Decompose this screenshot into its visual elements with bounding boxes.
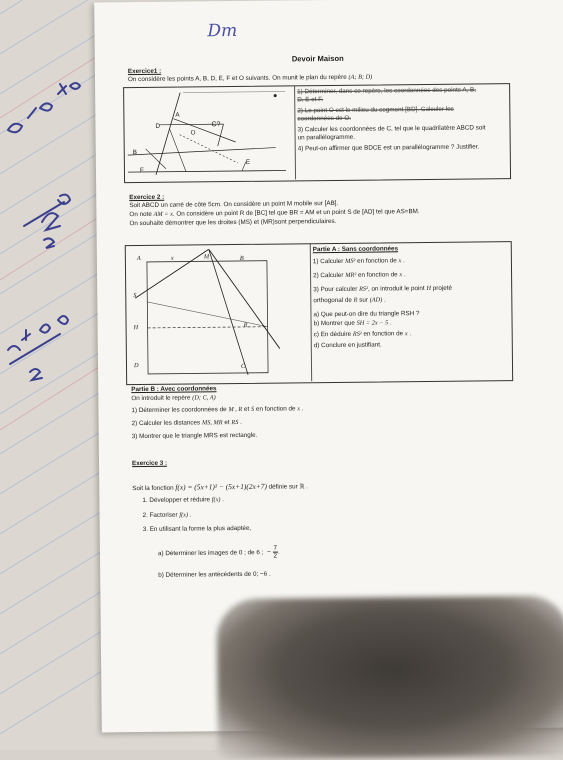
partA-title: Partie A : Sans coordonnées [312, 245, 399, 254]
fraction-minus-7-over-2: − $\frac{7}{2}$ . [267, 544, 280, 560]
ex1-q2-line1: 2) Le point O est le milieu du segment [BD]. Calculer les [297, 105, 454, 115]
partA-q2: 2) Calculer MR² en fonction de x . [313, 271, 406, 280]
partA-qd: d) Conclure en justifiant. [313, 341, 382, 350]
exercise3-item3a: a) Déterminer les images de 0 ; de 6 ; − $\frac{7}{2}$ . [157, 544, 280, 560]
exercise3-item2: 2. Factoriser f(x) . [142, 511, 192, 520]
page-title: Devoir Maison [291, 53, 344, 64]
exercise1-intro: On considère les points A, B, D, E, F et O suivants. On munit le plan du repère (A; B; D) [127, 73, 373, 84]
fig1-label-o: O [190, 129, 196, 137]
exercise1-heading: Exercice1 : [127, 67, 162, 76]
fig2-label-x: x [170, 254, 174, 262]
partA-qa: a) Que peut-on dire du triangle RSH ? [313, 310, 420, 319]
phone-shadow [216, 596, 563, 760]
partB-q3: 3) Montrer que le triangle MRS est rectangle. [131, 431, 258, 441]
fig2-label-s: S [133, 292, 137, 300]
fig1-label-a: A [175, 111, 180, 119]
fig1-label-d: D [155, 122, 161, 130]
ex1-q2-line2: coordonnées de O. [297, 114, 352, 123]
exercise3-heading: Exercice 3 : [131, 459, 168, 468]
partA-qc: c) En déduire RS² en fonction de x . [313, 330, 412, 339]
fig1-label-c: C? [211, 121, 221, 129]
exercise2-square-figure [127, 248, 308, 380]
ex1-q3-line2: un parallélogramme. [297, 133, 356, 142]
partA-q3-line1: 3) Pour calculer RS², on introduit le point H projeté [313, 284, 453, 294]
ex1-q1-line1: 1) Déterminer, dans ce repère, les coordonnées des points A, B, [297, 86, 477, 96]
exercise2-heading: Exercice 2 : [129, 193, 165, 202]
ex1-q1-line2: D, E et F. [297, 96, 324, 104]
ex1-q3-line1: 3) Calculer les coordonnées de C, tel que le quadrilatère ABCD soit [297, 124, 486, 134]
partB-title: Partie B : Avec coordonnées [131, 385, 217, 394]
partB-q2: 2) Calculer les distances MS, MR et RS . [131, 418, 242, 428]
exercise3-item1: 1. Développer et réduire f(x) . [142, 496, 225, 505]
fig2-label-h: H [133, 324, 139, 332]
partA-q1: 1) Calculer MS² en fonction de x . [312, 257, 405, 266]
fig1-label-f: F [139, 166, 144, 175]
fig2-label-b: B [239, 254, 244, 262]
partA-qb: b) Montrer que SH = 2x − 5 . [313, 319, 392, 328]
fig1-label-b: B [132, 149, 138, 157]
fig2-label-d: D [133, 362, 139, 370]
fig1-label-e: E [245, 158, 251, 166]
exercise2-line1: Soit ABCD un carré de côté 5cm. On considère un point M mobile sur [AB]. [129, 199, 339, 210]
fig2-label-c: C [240, 362, 246, 370]
exercise2-line3: On souhaite démontrer que les droites (MS) et (MR)sont perpendiculaires. [129, 217, 337, 228]
ex1-q4: 4) Peut-on affirmer que BDCE est un parallélogramme ? Justifier. [297, 143, 480, 153]
exercise2-line2: On note AM = x. On considère un point R de [BC] tel que BR = AM et un point S de [AD] tel que AS=BM. [129, 208, 420, 219]
partB-q1: 1) Déterminer les coordonnées de M , R et S en fonction de x . [131, 405, 304, 415]
worksheet-paper [94, 0, 563, 732]
fig2-label-r: R [243, 321, 248, 329]
exercise3-item3: 3. En utilisant la forme la plus adaptée, [142, 524, 252, 534]
exercise3-intro: Soit la fonction f(x) = (5x+1)² − (5x+1)(2x+7) définie sur ℝ . [132, 481, 309, 493]
fig2-label-a: A [136, 255, 141, 263]
partB-intro: On introduit le repère (D; C, A) [131, 394, 216, 403]
exercise3-item3b: b) Déterminer les antécédents de 0; −6 . [158, 570, 271, 579]
partA-q3-line2: orthogonal de R sur (AD) . [313, 296, 386, 305]
exercise1-figure [125, 87, 294, 179]
handwritten-note: Dm [207, 20, 238, 42]
fig2-label-m: M [203, 253, 210, 261]
